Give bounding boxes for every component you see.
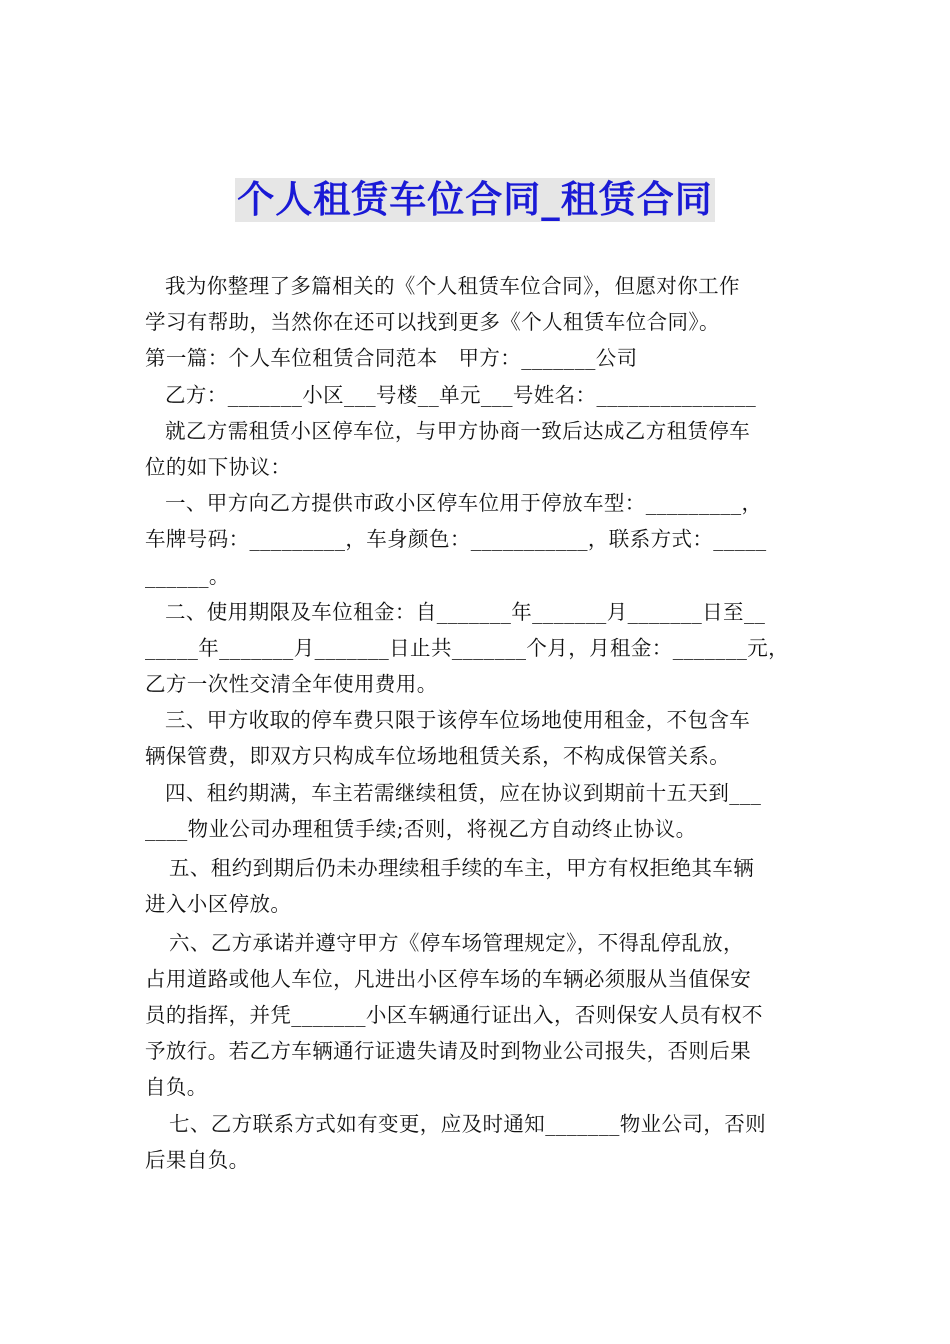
clause-5-line-1: 五、租约到期后仍未办理续租手续的车主，甲方有权拒绝其车辆 [169, 855, 755, 880]
clause-6-line-1: 六、乙方承诺并遵守甲方《停车场管理规定》，不得乱停乱放， [169, 930, 744, 955]
clause-1-line-2: 车牌号码：_________，车身颜色：___________，联系方式：_____ [145, 527, 767, 552]
clause-1-line-1: 一、甲方向乙方提供市政小区停车位用于停放车型：_________， [165, 491, 763, 516]
clause-7-line-2: 后果自负。 [145, 1147, 250, 1172]
clause-5-line-2: 进入小区停放。 [145, 891, 292, 916]
document-title: 个人租赁车位合同_租赁合同 [237, 178, 713, 221]
title-container [0, 178, 950, 222]
party-b-line: 乙方：_______小区___号楼__单元___号姓名：_______________ [165, 382, 757, 407]
clause-6-line-3: 员的指挥，并凭_______小区车辆通行证出入，否则保安人员有权不 [145, 1002, 763, 1027]
chapter-heading-line: 第一篇：个人车位租赁合同范本 甲方：_______公司 [145, 346, 638, 371]
clause-2-line-2: _____年_______月_______日止共_______个月，月租金：_______元， [145, 635, 790, 660]
clause-3-line-1: 三、甲方收取的停车费只限于该停车位场地使用租金，不包含车 [165, 708, 751, 733]
clause-7-line-1: 七、乙方联系方式如有变更，应及时通知_______物业公司，否则 [169, 1111, 767, 1136]
clause-6-line-2: 占用道路或他人车位，凡进出小区停车场的车辆必须服从当值保安 [145, 966, 752, 991]
clause-2-line-1: 二、使用期限及车位租金：自_______年_______月_______日至__ [165, 599, 766, 624]
clause-2-line-3: 乙方一次性交清全年使用费用。 [145, 672, 438, 697]
intro-line-2: 学习有帮助，当然你在还可以找到更多《个人租赁车位合同》。 [145, 310, 720, 335]
document-body [145, 268, 811, 1178]
clause-4-line-1: 四、租约期满，车主若需继续租赁，应在协议到期前十五天到___ [165, 780, 762, 805]
clause-6-line-4: 予放行。若乙方车辆通行证遗失请及时到物业公司报失，否则后果 [145, 1039, 752, 1064]
clause-1-line-3: ______。 [145, 563, 230, 588]
intro-line-1: 我为你整理了多篇相关的《个人租赁车位合同》，但愿对你工作 [165, 274, 740, 298]
preamble-line-1: 就乙方需租赁小区停车位，与甲方协商一致后达成乙方租赁停车 [165, 418, 751, 443]
clause-4-line-2: ____物业公司办理租赁手续;否则，将视乙方自动终止协议。 [145, 816, 697, 841]
clause-6-line-5: 自负。 [145, 1075, 208, 1100]
preamble-line-2: 位的如下协议： [145, 454, 292, 479]
clause-3-line-2: 辆保管费，即双方只构成车位场地租赁关系，不构成保管关系。 [145, 744, 731, 769]
